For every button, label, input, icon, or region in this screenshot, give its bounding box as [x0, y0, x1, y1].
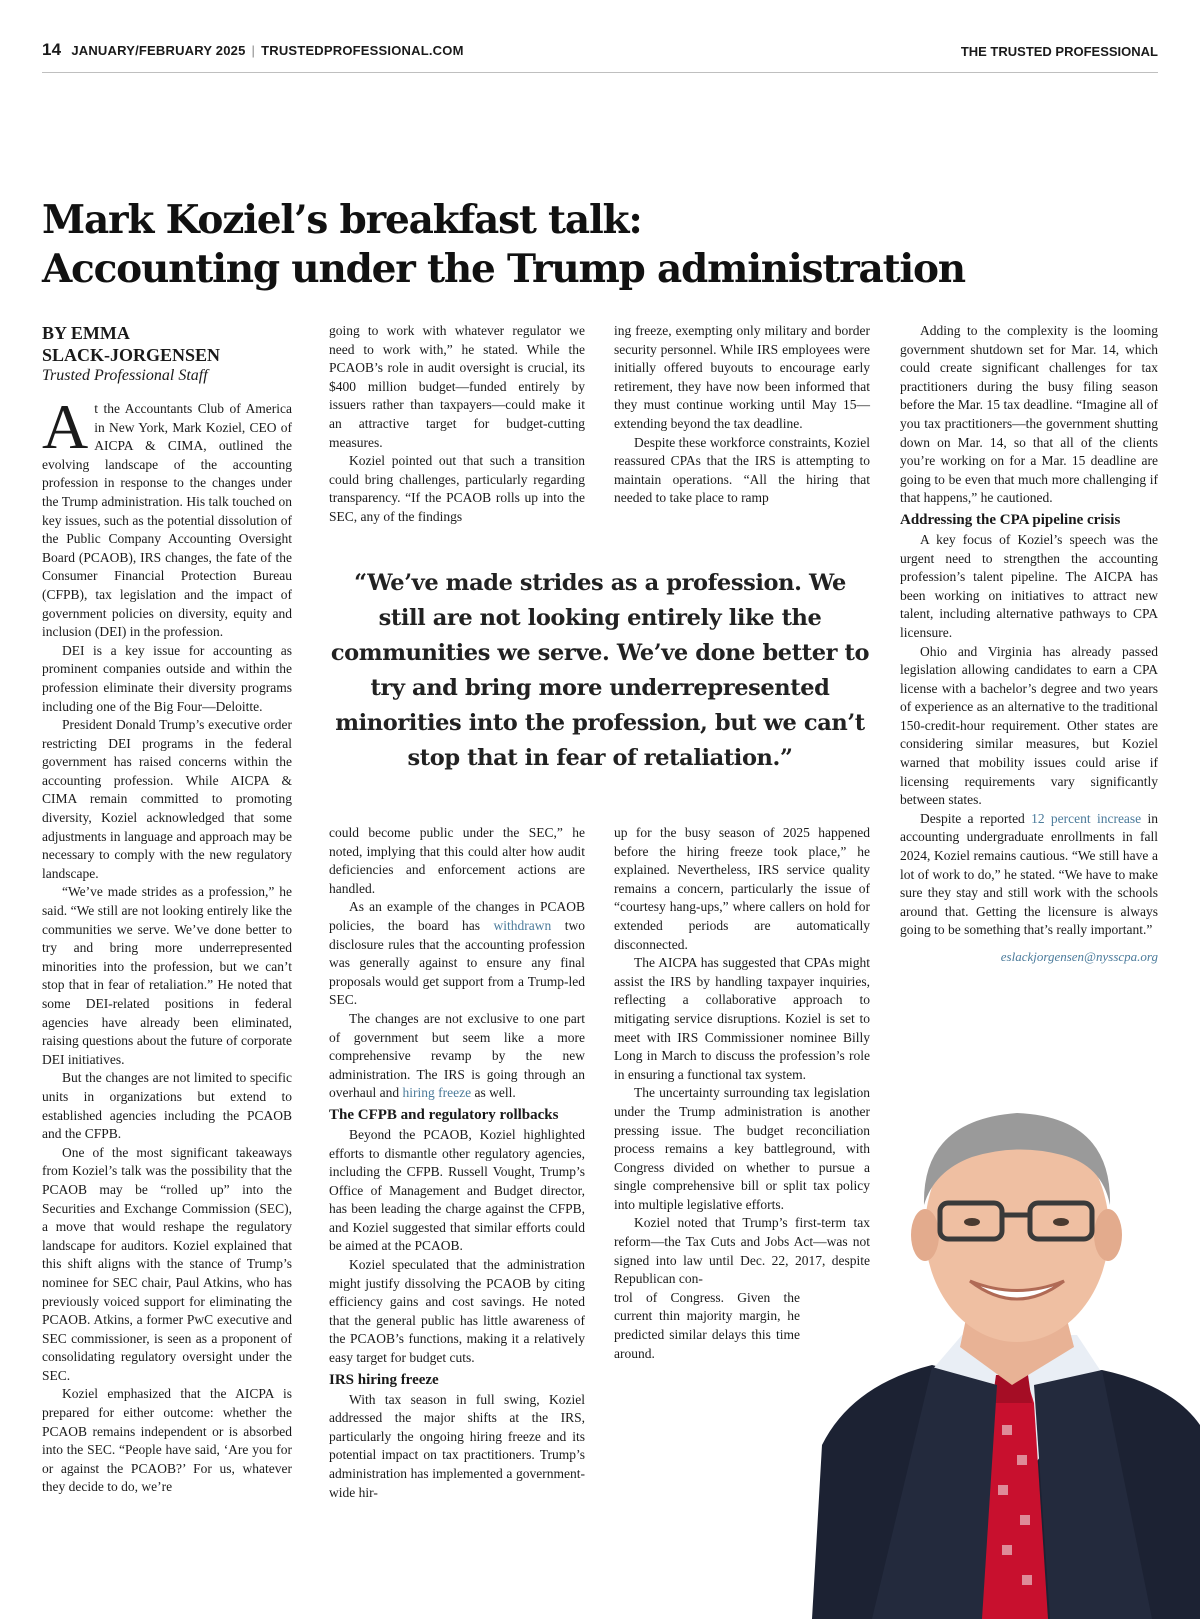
- portrait-photo: [812, 1085, 1200, 1619]
- headline-line-2: Accounting under the Trump administration: [42, 246, 965, 292]
- paragraph-text: As an example of the changes in PCAOB policies, the board has: [329, 899, 585, 933]
- right-eye: [1053, 1218, 1069, 1226]
- left-eye: [964, 1218, 980, 1226]
- paragraph: Koziel noted that Trump’s first-term tax reform—the Tax Cuts and Jobs Act—was not signed into law until Dec. 22, 2017, despite Republican con-: [614, 1215, 870, 1287]
- paragraph: The uncertainty surrounding tax legislation under the Trump administration is another pressing issue. The budget reconciliation process remains a key battleground, with Congress divided on whether to pursue a single comprehensive bill or split tax policy into multiple legislative efforts.: [614, 1085, 870, 1212]
- issue-date: JANUARY/FEBRUARY 2025: [71, 43, 246, 58]
- article-headline: [42, 196, 1162, 294]
- site-url[interactable]: TRUSTEDPROFESSIONAL.COM: [261, 43, 464, 58]
- paragraph: One of the most significant takeaways from Koziel’s talk was the possibility that the PCAOB may be “rolled up” into the Securities and Exchange Commission (SEC), a move that would reshape the regulatory landscape for auditors. Koziel explained that this shift aligns with the stance of Trump’s nominee for SEC chair, Paul Atkins, who has previously voiced support for eliminating the PCAOB. Atkins, a former PwC executive and SEC commissioner, is seen as a proponent of consolidating regulatory oversight under the SEC.: [42, 1144, 292, 1383]
- paragraph: The AICPA has suggested that CPAs might assist the IRS by handling taxpayer inquiries, reflecting a collaborative approach to mitigating service disruptions. Koziel is set to meet with IRS Commissioner nominee Billy Long in March to discuss the profession’s role in ensuring a functional tax system.: [614, 955, 870, 1082]
- paragraph: Adding to the complexity is the looming government shutdown set for Mar. 14, which could create significant challenges for tax practitioners during the busy filing season before the Mar. 15 tax deadline. “Imagine all of you tax practitioners—the government shutting down on Mar. 14, so that all of the clients you’re working on for a Mar. 15 deadline are going to be even that much more challenging if that happens,” he cautioned.: [900, 323, 1158, 506]
- paragraph-text: in accounting undergraduate enrollments in fall 2024, Koziel remains cautious. “We still have a lot of work to do,” he stated. “We have to make sure they stay and still work with the schools around that. Getting the licensure is always going to be something that’s really important.”: [900, 810, 1158, 938]
- column-4: [900, 322, 1158, 967]
- headline-line-1: Mark Koziel’s breakfast talk:: [42, 197, 642, 243]
- author-role: Trusted Professional Staff: [42, 367, 208, 384]
- publication-name: THE TRUSTED PROFESSIONAL: [960, 44, 1158, 59]
- header-left: [42, 40, 464, 60]
- paragraph: [900, 810, 1158, 940]
- paragraph: [42, 391, 292, 642]
- paragraph-text: t the Accountants Club of America in New York, Mark Koziel, CEO of AICPA & CIMA, outlined the evolving landscape of the accounting profession in response to the changes under the Trump administration. His talk touched on key issues, such as the potential dissolution of the Public Company Accounting Oversight Board (PCAOB), IRS changes, the fate of the Consumer Financial Protection Bureau (CFPB), tax legislation and the impact of government policies on diversity, equity and inclusion (DEI) in the profession.: [42, 401, 292, 640]
- page-header: [42, 38, 1158, 73]
- paragraph: But the changes are not limited to specific units in organizations but extend to established agencies including the PCAOB and the CFPB.: [42, 1070, 292, 1142]
- paragraph: President Donald Trump’s executive order restricting DEI programs in the federal government has raised concerns within the accounting profession. While AICPA & CIMA remain committed to promoting diversity, Koziel acknowledged that some adjustments in language and approach may be necessary to comply with the new regulatory landscape.: [42, 717, 292, 881]
- author-name-line-2: SLACK-JORGENSEN: [42, 345, 221, 365]
- paragraph: Koziel pointed out that such a transition could bring challenges, particularly regarding transparency. “If the PCAOB rolls up into the SEC, any of the findings: [329, 453, 585, 524]
- paragraph: up for the busy season of 2025 happened before the hiring freeze took place,” he explained. Nevertheless, IRS service quality remains a concern, particularly the issue of “courtesy hang-ups,” where callers on hold for extended periods are automatically disconnected.: [614, 825, 870, 952]
- paragraph: Despite these workforce constraints, Koziel reassured CPAs that the IRS is attempting to maintain operations. “All the hiring that needed to take place to ramp: [614, 434, 870, 506]
- left-ear: [911, 1209, 939, 1261]
- paragraph: ing freeze, exempting only military and border security personnel. While IRS employees were initially offered buyouts to encourage early retirement, they have now been informed that they must continue working until May 15—extending beyond the tax deadline.: [614, 323, 870, 431]
- author-email[interactable]: eslackjorgensen@nysscpa.org: [1000, 949, 1158, 964]
- paragraph: [329, 1010, 585, 1103]
- paragraph: “We’ve made strides as a profession,” he said. “We still are not looking entirely like the communities we serve. We’ve done better to try and bring more underrepresented minorities into the profession, but we can’t stop that in fear of retaliation.” He noted that some DEI-related positions in federal agencies have already been eliminated, raising questions about the future of corporate DEI initiatives.: [42, 884, 292, 1067]
- section-heading: The CFPB and regulatory rollbacks: [329, 1106, 559, 1123]
- paragraph-text: as well.: [471, 1085, 516, 1101]
- paragraph: Ohio and Virginia has already passed legislation allowing candidates to earn a CPA license with a bachelor’s degree and two years of experience as an alternative to the traditional 150-credit-hour requirement. Other states are considering similar measures, but Koziel warned that mobility issues could arise if licensing requirements vary significantly between states.: [900, 643, 1158, 808]
- paragraph: DEI is a key issue for accounting as prominent companies outside and within the profession eliminate their diversity programs including one of the Big Four—Deloitte.: [42, 642, 292, 714]
- paragraph: could become public under the SEC,” he noted, implying that this could alter how audit deficiencies and enforcement actions are handled.: [329, 825, 585, 896]
- header-separator: |: [251, 43, 256, 58]
- portrait-illustration: [812, 1085, 1200, 1619]
- column-1: [42, 322, 292, 1497]
- section-heading: Addressing the CPA pipeline crisis: [900, 511, 1121, 528]
- paragraph-text: two disclosure rules that the accounting profession was generally against to ensure any final proposals would get support from a Trump-led SEC.: [329, 917, 585, 1008]
- column-2-top: [329, 322, 585, 527]
- paragraph: [329, 898, 585, 1010]
- section-heading: IRS hiring freeze: [329, 1371, 439, 1388]
- pull-quote: “We’ve made strides as a profession. We still are not looking entirely like the communities we serve. We’ve done better to try and bring more underrepresented minorities into the profession, but we can’t stop that in fear of retaliation.”: [330, 570, 870, 771]
- drop-cap: A: [42, 391, 89, 462]
- paragraph-text: Despite a reported: [920, 810, 1032, 826]
- enrollment-increase-link[interactable]: 12 percent increase: [1031, 810, 1142, 826]
- paragraph: Koziel speculated that the administration might justify dissolving the PCAOB by citing efficiency gains and cost savings. He noted that the general public has little awareness of the PCAOB’s functions, making it a relatively easy target for budget cuts.: [329, 1257, 585, 1366]
- column-2-bottom: [329, 824, 585, 1502]
- paragraph: Koziel emphasized that the AICPA is prepared for either outcome: whether the PCAOB remains independent or is absorbed into the SEC. “People have said, ‘Are you for or against the PCAOB?’ For us, whatever they decide to do, we’re: [42, 1386, 292, 1495]
- right-ear: [1094, 1209, 1122, 1261]
- paragraph: going to work with whatever regulator we need to work with,” he stated. While the PCAOB’s role in audit oversight is crucial, its $400 million budget—funded entirely by issuers rather than taxpayers—could make it an attractive target for budget-cutting measures.: [329, 323, 585, 450]
- paragraph: A key focus of Koziel’s speech was the urgent need to strengthen the accounting profession’s talent pipeline. The AICPA has been working on initiatives to attract new talent, including alternative pathways to CPA licensure.: [900, 531, 1158, 640]
- column-3-top: [614, 322, 870, 508]
- paragraph: With tax season in full swing, Koziel addressed the major shifts at the IRS, particularly the ongoing hiring freeze and its potential impact on tax practitioners. Trump’s administration has implemented a government-wide hir-: [329, 1391, 585, 1500]
- hiring-freeze-link[interactable]: hiring freeze: [402, 1085, 472, 1101]
- paragraph-narrow: trol of Congress. Given the current thin majority margin, he predicted similar delays this time around.: [614, 1289, 800, 1361]
- withdrawn-link[interactable]: withdrawn: [493, 917, 552, 933]
- page-number: 14: [42, 40, 62, 59]
- byline: [42, 322, 292, 386]
- paragraph-text: The changes are not exclusive to one part of government but seem like a more comprehensive revamp by the new administration. The IRS is going through an overhaul and: [329, 1010, 585, 1101]
- author-name-line-1: BY EMMA: [42, 323, 130, 343]
- paragraph: Beyond the PCAOB, Koziel highlighted efforts to dismantle other regulatory agencies, including the CFPB. Russell Vought, Trump’s Office of Management and Budget director, has been leading the charge against the CFPB, and Koziel suggested that similar efforts could be aimed at the PCAOB.: [329, 1126, 585, 1254]
